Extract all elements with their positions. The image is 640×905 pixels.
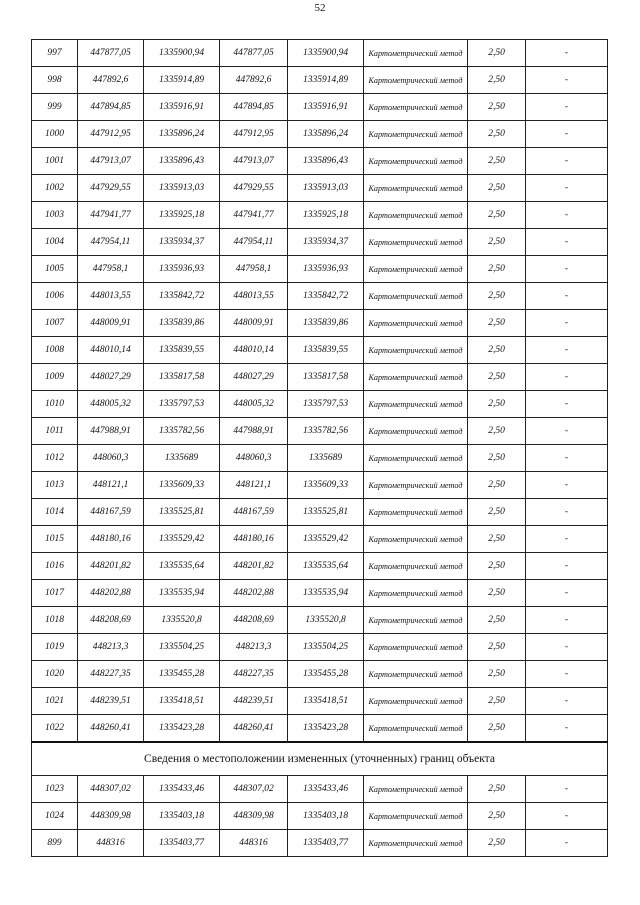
refined-y-cell: 1335925,18 <box>288 202 364 229</box>
accuracy-cell: 2,50 <box>468 148 526 175</box>
accuracy-cell: 2,50 <box>468 256 526 283</box>
existing-x-cell: 447913,07 <box>78 148 144 175</box>
note-cell: - <box>526 283 608 310</box>
refined-x-cell: 448227,35 <box>220 661 288 688</box>
method-cell: Картометрический метод <box>364 472 468 499</box>
coordinates-table <box>31 39 608 857</box>
refined-y-cell: 1335529,42 <box>288 526 364 553</box>
note-cell: - <box>526 661 608 688</box>
existing-y-cell: 1335839,55 <box>144 337 220 364</box>
refined-x-cell: 447892,6 <box>220 67 288 94</box>
table-row <box>32 310 608 337</box>
existing-y-cell: 1335842,72 <box>144 283 220 310</box>
accuracy-cell: 2,50 <box>468 94 526 121</box>
note-cell: - <box>526 175 608 202</box>
existing-x-cell: 448013,55 <box>78 283 144 310</box>
method-cell: Картометрический метод <box>364 607 468 634</box>
note-cell: - <box>526 445 608 472</box>
table-row <box>32 526 608 553</box>
accuracy-cell: 2,50 <box>468 418 526 445</box>
refined-x-cell: 448213,3 <box>220 634 288 661</box>
table-row <box>32 688 608 715</box>
method-cell: Картометрический метод <box>364 445 468 472</box>
existing-y-cell: 1335520,8 <box>144 607 220 634</box>
point-number-cell: 1010 <box>32 391 78 418</box>
existing-x-cell: 447894,85 <box>78 94 144 121</box>
refined-x-cell: 448121,1 <box>220 472 288 499</box>
table-row <box>32 661 608 688</box>
table-row <box>32 256 608 283</box>
table-body <box>32 40 608 857</box>
accuracy-cell: 2,50 <box>468 229 526 256</box>
table-row <box>32 634 608 661</box>
refined-x-cell: 448060,3 <box>220 445 288 472</box>
table-row <box>32 283 608 310</box>
accuracy-cell: 2,50 <box>468 526 526 553</box>
table-row <box>32 580 608 607</box>
refined-x-cell: 447877,05 <box>220 40 288 67</box>
existing-y-cell: 1335914,89 <box>144 67 220 94</box>
refined-x-cell: 448309,98 <box>220 803 288 830</box>
refined-y-cell: 1335423,28 <box>288 715 364 743</box>
refined-y-cell: 1335782,56 <box>288 418 364 445</box>
note-cell: - <box>526 715 608 743</box>
note-cell: - <box>526 337 608 364</box>
existing-y-cell: 1335689 <box>144 445 220 472</box>
refined-x-cell: 448009,91 <box>220 310 288 337</box>
method-cell: Картометрический метод <box>364 580 468 607</box>
point-number-cell: 1005 <box>32 256 78 283</box>
existing-y-cell: 1335925,18 <box>144 202 220 229</box>
note-cell: - <box>526 803 608 830</box>
point-number-cell: 1011 <box>32 418 78 445</box>
existing-x-cell: 448167,59 <box>78 499 144 526</box>
refined-x-cell: 448202,88 <box>220 580 288 607</box>
refined-x-cell: 448167,59 <box>220 499 288 526</box>
existing-y-cell: 1335782,56 <box>144 418 220 445</box>
note-cell: - <box>526 580 608 607</box>
table-row <box>32 94 608 121</box>
point-number-cell: 1024 <box>32 803 78 830</box>
accuracy-cell: 2,50 <box>468 688 526 715</box>
point-number-cell: 1015 <box>32 526 78 553</box>
refined-x-cell: 448010,14 <box>220 337 288 364</box>
existing-x-cell: 447877,05 <box>78 40 144 67</box>
point-number-cell: 1003 <box>32 202 78 229</box>
point-number-cell: 997 <box>32 40 78 67</box>
refined-y-cell: 1335689 <box>288 445 364 472</box>
table-row <box>32 40 608 67</box>
existing-x-cell: 447941,77 <box>78 202 144 229</box>
method-cell: Картометрический метод <box>364 256 468 283</box>
refined-x-cell: 447941,77 <box>220 202 288 229</box>
point-number-cell: 998 <box>32 67 78 94</box>
accuracy-cell: 2,50 <box>468 803 526 830</box>
refined-y-cell: 1335535,94 <box>288 580 364 607</box>
method-cell: Картометрический метод <box>364 830 468 857</box>
table-row <box>32 391 608 418</box>
note-cell: - <box>526 148 608 175</box>
accuracy-cell: 2,50 <box>468 607 526 634</box>
table-row <box>32 121 608 148</box>
existing-y-cell: 1335609,33 <box>144 472 220 499</box>
table-row <box>32 67 608 94</box>
refined-y-cell: 1335913,03 <box>288 175 364 202</box>
existing-y-cell: 1335839,86 <box>144 310 220 337</box>
existing-x-cell: 448309,98 <box>78 803 144 830</box>
existing-x-cell: 448060,3 <box>78 445 144 472</box>
existing-y-cell: 1335896,24 <box>144 121 220 148</box>
point-number-cell: 1017 <box>32 580 78 607</box>
accuracy-cell: 2,50 <box>468 830 526 857</box>
refined-x-cell: 448027,29 <box>220 364 288 391</box>
existing-x-cell: 448316 <box>78 830 144 857</box>
table-row <box>32 472 608 499</box>
table-row <box>32 364 608 391</box>
accuracy-cell: 2,50 <box>468 364 526 391</box>
point-number-cell: 1023 <box>32 776 78 803</box>
point-number-cell: 1019 <box>32 634 78 661</box>
refined-y-cell: 1335433,46 <box>288 776 364 803</box>
note-cell: - <box>526 472 608 499</box>
method-cell: Картометрический метод <box>364 776 468 803</box>
point-number-cell: 1016 <box>32 553 78 580</box>
table-row <box>32 229 608 256</box>
point-number-cell: 1014 <box>32 499 78 526</box>
existing-y-cell: 1335535,94 <box>144 580 220 607</box>
existing-y-cell: 1335529,42 <box>144 526 220 553</box>
method-cell: Картометрический метод <box>364 121 468 148</box>
refined-y-cell: 1335504,25 <box>288 634 364 661</box>
refined-x-cell: 448208,69 <box>220 607 288 634</box>
refined-x-cell: 447929,55 <box>220 175 288 202</box>
accuracy-cell: 2,50 <box>468 337 526 364</box>
existing-y-cell: 1335900,94 <box>144 40 220 67</box>
note-cell: - <box>526 830 608 857</box>
existing-x-cell: 447988,91 <box>78 418 144 445</box>
existing-x-cell: 448208,69 <box>78 607 144 634</box>
refined-x-cell: 448316 <box>220 830 288 857</box>
accuracy-cell: 2,50 <box>468 40 526 67</box>
section-heading: Сведения о местоположении измененных (уточненных) границ объекта <box>32 742 608 776</box>
refined-y-cell: 1335896,43 <box>288 148 364 175</box>
refined-y-cell: 1335520,8 <box>288 607 364 634</box>
accuracy-cell: 2,50 <box>468 472 526 499</box>
existing-x-cell: 448213,3 <box>78 634 144 661</box>
table-row <box>32 337 608 364</box>
point-number-cell: 999 <box>32 94 78 121</box>
existing-x-cell: 448201,82 <box>78 553 144 580</box>
method-cell: Картометрический метод <box>364 499 468 526</box>
method-cell: Картометрический метод <box>364 202 468 229</box>
point-number-cell: 1002 <box>32 175 78 202</box>
existing-x-cell: 448121,1 <box>78 472 144 499</box>
point-number-cell: 1012 <box>32 445 78 472</box>
existing-y-cell: 1335455,28 <box>144 661 220 688</box>
method-cell: Картометрический метод <box>364 391 468 418</box>
table-row <box>32 553 608 580</box>
refined-x-cell: 448005,32 <box>220 391 288 418</box>
existing-x-cell: 448202,88 <box>78 580 144 607</box>
note-cell: - <box>526 418 608 445</box>
existing-y-cell: 1335433,46 <box>144 776 220 803</box>
accuracy-cell: 2,50 <box>468 175 526 202</box>
refined-y-cell: 1335934,37 <box>288 229 364 256</box>
method-cell: Картометрический метод <box>364 337 468 364</box>
existing-y-cell: 1335504,25 <box>144 634 220 661</box>
existing-y-cell: 1335418,51 <box>144 688 220 715</box>
page-number: 52 <box>314 2 326 14</box>
table-row <box>32 445 608 472</box>
refined-x-cell: 448260,41 <box>220 715 288 743</box>
refined-y-cell: 1335525,81 <box>288 499 364 526</box>
existing-y-cell: 1335403,77 <box>144 830 220 857</box>
refined-x-cell: 447988,91 <box>220 418 288 445</box>
existing-x-cell: 447958,1 <box>78 256 144 283</box>
note-cell: - <box>526 364 608 391</box>
note-cell: - <box>526 256 608 283</box>
accuracy-cell: 2,50 <box>468 391 526 418</box>
refined-x-cell: 447954,11 <box>220 229 288 256</box>
accuracy-cell: 2,50 <box>468 715 526 743</box>
point-number-cell: 899 <box>32 830 78 857</box>
method-cell: Картометрический метод <box>364 175 468 202</box>
refined-y-cell: 1335896,24 <box>288 121 364 148</box>
existing-x-cell: 448010,14 <box>78 337 144 364</box>
note-cell: - <box>526 310 608 337</box>
existing-x-cell: 448260,41 <box>78 715 144 743</box>
accuracy-cell: 2,50 <box>468 283 526 310</box>
point-number-cell: 1013 <box>32 472 78 499</box>
refined-x-cell: 448201,82 <box>220 553 288 580</box>
existing-x-cell: 448009,91 <box>78 310 144 337</box>
note-cell: - <box>526 499 608 526</box>
refined-y-cell: 1335403,77 <box>288 830 364 857</box>
refined-x-cell: 447912,95 <box>220 121 288 148</box>
point-number-cell: 1007 <box>32 310 78 337</box>
note-cell: - <box>526 202 608 229</box>
existing-x-cell: 448005,32 <box>78 391 144 418</box>
refined-y-cell: 1335455,28 <box>288 661 364 688</box>
accuracy-cell: 2,50 <box>468 634 526 661</box>
existing-y-cell: 1335535,64 <box>144 553 220 580</box>
table-row <box>32 418 608 445</box>
existing-y-cell: 1335896,43 <box>144 148 220 175</box>
refined-x-cell: 448180,16 <box>220 526 288 553</box>
table-row <box>32 202 608 229</box>
note-cell: - <box>526 688 608 715</box>
point-number-cell: 1000 <box>32 121 78 148</box>
refined-y-cell: 1335914,89 <box>288 67 364 94</box>
existing-y-cell: 1335936,93 <box>144 256 220 283</box>
refined-y-cell: 1335418,51 <box>288 688 364 715</box>
refined-x-cell: 448013,55 <box>220 283 288 310</box>
method-cell: Картометрический метод <box>364 229 468 256</box>
refined-y-cell: 1335817,58 <box>288 364 364 391</box>
point-number-cell: 1008 <box>32 337 78 364</box>
note-cell: - <box>526 121 608 148</box>
existing-y-cell: 1335934,37 <box>144 229 220 256</box>
existing-x-cell: 448180,16 <box>78 526 144 553</box>
existing-x-cell: 447954,11 <box>78 229 144 256</box>
refined-y-cell: 1335839,55 <box>288 337 364 364</box>
method-cell: Картометрический метод <box>364 634 468 661</box>
method-cell: Картометрический метод <box>364 283 468 310</box>
note-cell: - <box>526 553 608 580</box>
existing-y-cell: 1335913,03 <box>144 175 220 202</box>
section-heading-row <box>32 742 608 776</box>
table-row <box>32 175 608 202</box>
point-number-cell: 1009 <box>32 364 78 391</box>
table-row <box>32 607 608 634</box>
accuracy-cell: 2,50 <box>468 776 526 803</box>
refined-y-cell: 1335839,86 <box>288 310 364 337</box>
accuracy-cell: 2,50 <box>468 499 526 526</box>
refined-y-cell: 1335916,91 <box>288 94 364 121</box>
point-number-cell: 1004 <box>32 229 78 256</box>
method-cell: Картометрический метод <box>364 688 468 715</box>
refined-x-cell: 447894,85 <box>220 94 288 121</box>
accuracy-cell: 2,50 <box>468 310 526 337</box>
existing-y-cell: 1335797,53 <box>144 391 220 418</box>
refined-y-cell: 1335842,72 <box>288 283 364 310</box>
accuracy-cell: 2,50 <box>468 445 526 472</box>
refined-y-cell: 1335936,93 <box>288 256 364 283</box>
existing-x-cell: 448027,29 <box>78 364 144 391</box>
refined-x-cell: 447913,07 <box>220 148 288 175</box>
refined-y-cell: 1335403,18 <box>288 803 364 830</box>
refined-y-cell: 1335900,94 <box>288 40 364 67</box>
existing-x-cell: 448239,51 <box>78 688 144 715</box>
point-number-cell: 1021 <box>32 688 78 715</box>
note-cell: - <box>526 634 608 661</box>
table-row <box>32 776 608 803</box>
method-cell: Картометрический метод <box>364 364 468 391</box>
existing-y-cell: 1335817,58 <box>144 364 220 391</box>
table-row <box>32 803 608 830</box>
accuracy-cell: 2,50 <box>468 121 526 148</box>
refined-x-cell: 447958,1 <box>220 256 288 283</box>
existing-x-cell: 447892,6 <box>78 67 144 94</box>
existing-x-cell: 448227,35 <box>78 661 144 688</box>
note-cell: - <box>526 229 608 256</box>
table-row <box>32 499 608 526</box>
existing-x-cell: 447912,95 <box>78 121 144 148</box>
accuracy-cell: 2,50 <box>468 553 526 580</box>
refined-y-cell: 1335535,64 <box>288 553 364 580</box>
refined-y-cell: 1335797,53 <box>288 391 364 418</box>
accuracy-cell: 2,50 <box>468 202 526 229</box>
method-cell: Картометрический метод <box>364 715 468 743</box>
accuracy-cell: 2,50 <box>468 67 526 94</box>
note-cell: - <box>526 67 608 94</box>
table-row <box>32 830 608 857</box>
point-number-cell: 1006 <box>32 283 78 310</box>
refined-y-cell: 1335609,33 <box>288 472 364 499</box>
existing-y-cell: 1335916,91 <box>144 94 220 121</box>
existing-y-cell: 1335423,28 <box>144 715 220 743</box>
note-cell: - <box>526 391 608 418</box>
method-cell: Картометрический метод <box>364 94 468 121</box>
existing-x-cell: 448307,02 <box>78 776 144 803</box>
point-number-cell: 1020 <box>32 661 78 688</box>
existing-y-cell: 1335403,18 <box>144 803 220 830</box>
method-cell: Картометрический метод <box>364 803 468 830</box>
method-cell: Картометрический метод <box>364 661 468 688</box>
accuracy-cell: 2,50 <box>468 580 526 607</box>
method-cell: Картометрический метод <box>364 553 468 580</box>
existing-y-cell: 1335525,81 <box>144 499 220 526</box>
method-cell: Картометрический метод <box>364 148 468 175</box>
note-cell: - <box>526 526 608 553</box>
existing-x-cell: 447929,55 <box>78 175 144 202</box>
note-cell: - <box>526 40 608 67</box>
method-cell: Картометрический метод <box>364 67 468 94</box>
point-number-cell: 1022 <box>32 715 78 743</box>
method-cell: Картометрический метод <box>364 526 468 553</box>
refined-x-cell: 448307,02 <box>220 776 288 803</box>
accuracy-cell: 2,50 <box>468 661 526 688</box>
note-cell: - <box>526 776 608 803</box>
table-row <box>32 715 608 743</box>
point-number-cell: 1001 <box>32 148 78 175</box>
note-cell: - <box>526 607 608 634</box>
refined-x-cell: 448239,51 <box>220 688 288 715</box>
table-row <box>32 148 608 175</box>
method-cell: Картометрический метод <box>364 310 468 337</box>
note-cell: - <box>526 94 608 121</box>
method-cell: Картометрический метод <box>364 40 468 67</box>
point-number-cell: 1018 <box>32 607 78 634</box>
method-cell: Картометрический метод <box>364 418 468 445</box>
